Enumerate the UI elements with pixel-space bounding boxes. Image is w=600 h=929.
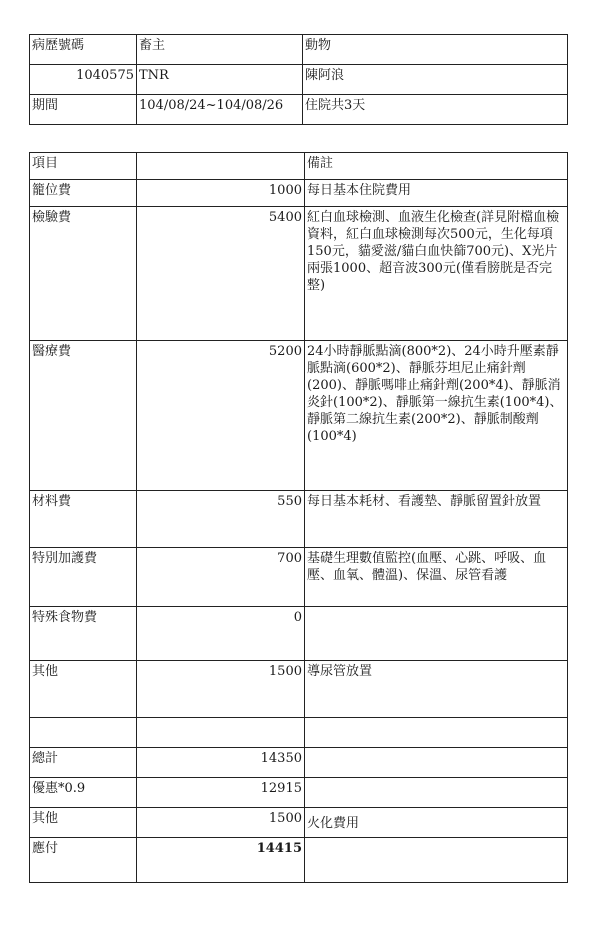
fee-item: 籠位費: [30, 180, 137, 207]
stay-duration: 住院共3天: [303, 95, 568, 125]
fee-amount: 700: [137, 548, 305, 607]
discount-label: 優惠*0.9: [30, 778, 137, 808]
total-row: [30, 748, 568, 778]
fee-table: [29, 152, 568, 883]
discount-amount: 12915: [137, 778, 305, 808]
fee-amount: 0: [137, 607, 305, 661]
payable-amount: 14415: [137, 838, 305, 883]
fee-amount: [137, 718, 305, 748]
fee-amount: 5400: [137, 207, 305, 341]
owner-label: 畜主: [137, 35, 303, 65]
fee-note: 基礎生理數值監控(血壓、心跳、呼吸、血壓、血氧、體溫)、保溫、尿管看護: [305, 548, 568, 607]
fee-note: 導尿管放置: [305, 661, 568, 718]
fee-item: 特別加護費: [30, 548, 137, 607]
other-row: [30, 808, 568, 838]
fee-amount: 550: [137, 491, 305, 548]
owner-value: TNR: [137, 65, 303, 95]
fee-note: [305, 718, 568, 748]
fee-amount: 1000: [137, 180, 305, 207]
fee-item: [30, 718, 137, 748]
fee-row: [30, 607, 568, 661]
other-label: 其他: [30, 808, 137, 838]
period-dates: 104/08/24~104/08/26: [137, 95, 303, 125]
payable-note: [305, 838, 568, 883]
fee-row: [30, 180, 568, 207]
fee-item: 其他: [30, 661, 137, 718]
record-no-label: 病歷號碼: [30, 35, 137, 65]
fee-note: 紅白血球檢測、血液生化檢查(詳見附檔血檢資料，紅白血球檢測每次500元，生化每項150元，貓愛滋/貓白血快篩700元)、X光片兩張1000、超音波300元(僅看膀胱是否完整): [305, 207, 568, 341]
fee-note: 每日基本耗材、看護墊、靜脈留置針放置: [305, 491, 568, 548]
fee-row: [30, 341, 568, 491]
record-no-value: 1040575: [30, 65, 137, 95]
period-label: 期間: [30, 95, 137, 125]
animal-label: 動物: [303, 35, 568, 65]
fee-row: [30, 207, 568, 341]
fee-item: 檢驗費: [30, 207, 137, 341]
payable-row: [30, 838, 568, 883]
fee-row: [30, 548, 568, 607]
total-amount: 14350: [137, 748, 305, 778]
fee-row: [30, 491, 568, 548]
animal-value: 陳阿浪: [303, 65, 568, 95]
payable-label: 應付: [30, 838, 137, 883]
fee-amount: 5200: [137, 341, 305, 491]
empty-row: [30, 718, 568, 748]
other-note: 火化費用: [305, 808, 568, 838]
info-period-row: [30, 95, 568, 125]
fee-item: 醫療費: [30, 341, 137, 491]
info-header-row: [30, 35, 568, 65]
amount-header: [137, 153, 305, 180]
fee-row: [30, 661, 568, 718]
discount-note: [305, 778, 568, 808]
fee-note: 24小時靜脈點滴(800*2)、24小時升壓素靜脈點滴(600*2)、靜脈芬坦尼止痛針劑(200)、靜脈嗎啡止痛針劑(200*4)、靜脈消炎針(100*2)、靜脈第一線抗生素(100*4)、靜脈第二線抗生素(200*2)、靜脈制酸劑(100*4): [305, 341, 568, 491]
item-header: 項目: [30, 153, 137, 180]
fee-note: 每日基本住院費用: [305, 180, 568, 207]
fee-header-row: [30, 153, 568, 180]
note-header: 備註: [305, 153, 568, 180]
info-values-row: [30, 65, 568, 95]
fee-amount: 1500: [137, 661, 305, 718]
fee-item: 特殊食物費: [30, 607, 137, 661]
fee-item: 材料費: [30, 491, 137, 548]
total-label: 總計: [30, 748, 137, 778]
patient-info-table: [29, 34, 568, 125]
fee-note: [305, 607, 568, 661]
total-note: [305, 748, 568, 778]
discount-row: [30, 778, 568, 808]
other-amount: 1500: [137, 808, 305, 838]
